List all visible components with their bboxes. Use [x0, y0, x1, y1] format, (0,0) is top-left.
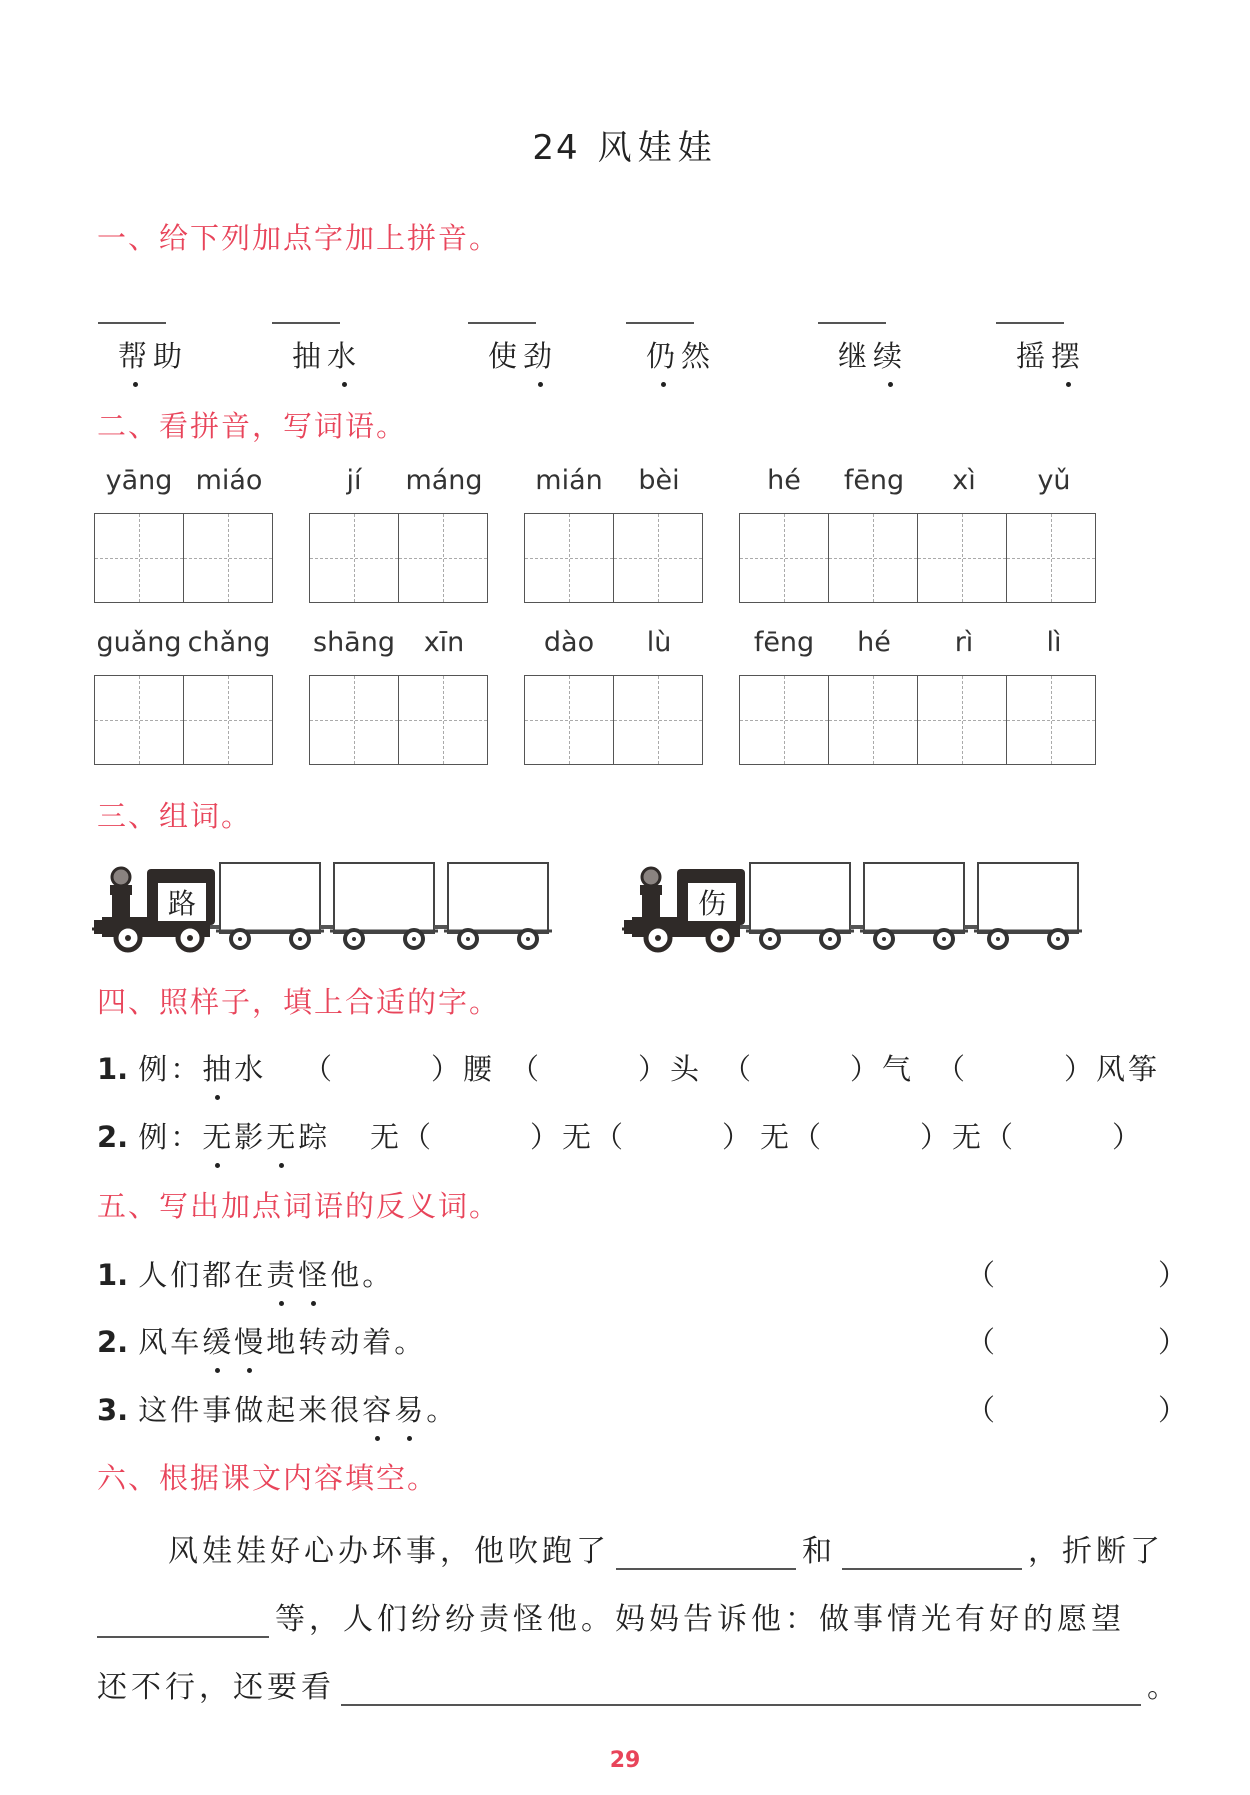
writing-cell[interactable]	[614, 514, 702, 602]
dotted-char: 慢	[234, 1320, 266, 1361]
s4-example-label: 例：	[138, 1052, 203, 1086]
s6-blank[interactable]	[341, 1703, 1141, 1706]
pinyin-word	[838, 334, 908, 375]
pinyin-label: mián	[535, 465, 603, 496]
pinyin-label: miáo	[195, 465, 263, 496]
train-car	[330, 863, 438, 948]
page-number: 29	[609, 1748, 641, 1773]
pinyin-blank[interactable]	[996, 322, 1064, 324]
item-text: 他。	[330, 1258, 395, 1292]
s4-line1-item: （ ）气	[722, 1052, 915, 1086]
writing-grid	[309, 675, 488, 765]
s4-line2-example	[97, 1115, 330, 1156]
pinyin-blank[interactable]	[626, 322, 694, 324]
pinyin-blank[interactable]	[98, 322, 166, 324]
writing-cell[interactable]	[614, 676, 702, 764]
writing-grid	[94, 513, 273, 603]
writing-cell[interactable]	[525, 514, 614, 602]
section1-heading: 一、给下列加点字加上拼音。	[97, 221, 501, 255]
train-locomotive	[92, 868, 215, 950]
s4-line2-item: 无（ ）无（ ）	[370, 1120, 755, 1154]
section6-heading: 六、根据课文内容填空。	[97, 1461, 439, 1495]
dotted-char: 水	[327, 334, 362, 375]
dotted-word	[266, 1258, 330, 1292]
answer-parentheses[interactable]: （ ）	[966, 1325, 1191, 1359]
writing-grid	[309, 513, 488, 603]
writing-cell[interactable]	[918, 514, 1007, 602]
word-char: 使	[488, 339, 524, 373]
train-car	[746, 863, 854, 948]
dotted-word	[202, 1325, 266, 1359]
item-text: 。	[426, 1393, 459, 1427]
pinyin-blank[interactable]	[272, 322, 340, 324]
s4-example-dot: 无	[266, 1115, 298, 1156]
item-number: 3.	[97, 1393, 129, 1427]
section3-heading: 三、组词。	[97, 799, 253, 833]
dotted-char: 仍	[646, 334, 681, 375]
writing-cell[interactable]	[399, 514, 487, 602]
train-1-char: 路	[167, 887, 197, 920]
s4-example-post: 踪	[298, 1120, 331, 1154]
dotted-char: 劲	[523, 334, 558, 375]
pinyin-word	[292, 334, 362, 375]
pinyin-label: xì	[952, 465, 976, 496]
train-car	[216, 863, 324, 948]
writing-cell[interactable]	[829, 676, 918, 764]
s4-line1-item: （ ）风筝	[936, 1052, 1161, 1086]
writing-cell[interactable]	[95, 676, 184, 764]
writing-grid	[94, 675, 273, 765]
writing-cell[interactable]	[1007, 676, 1095, 764]
writing-grid	[524, 513, 703, 603]
writing-cell[interactable]	[525, 676, 614, 764]
pinyin-word	[1016, 334, 1086, 375]
pinyin-label: hé	[857, 627, 891, 658]
writing-cell[interactable]	[95, 514, 184, 602]
train-1	[92, 855, 602, 955]
train-locomotive	[622, 868, 745, 950]
dotted-char: 责	[266, 1253, 298, 1294]
s6-text: 。	[1147, 1670, 1181, 1705]
writing-cell[interactable]	[829, 514, 918, 602]
word-char: 抽	[292, 339, 328, 373]
s6-blank[interactable]	[97, 1635, 269, 1638]
pinyin-blank[interactable]	[818, 322, 886, 324]
item-number: 2.	[97, 1325, 129, 1359]
s6-line1	[168, 1526, 1164, 1570]
pinyin-label: máng	[405, 465, 483, 496]
train-car	[974, 863, 1082, 948]
s4-example-label: 例：	[138, 1120, 203, 1154]
writing-cell[interactable]	[184, 514, 272, 602]
writing-cell[interactable]	[184, 676, 272, 764]
s6-text: 还不行，还要看	[97, 1670, 335, 1705]
s6-line2	[97, 1594, 1125, 1638]
writing-cell[interactable]	[1007, 514, 1095, 602]
dotted-word	[362, 1393, 426, 1427]
writing-cell[interactable]	[399, 676, 487, 764]
s6-blank[interactable]	[616, 1567, 796, 1570]
pinyin-label: fēng	[753, 627, 815, 658]
dotted-char: 缓	[202, 1320, 234, 1361]
writing-cell[interactable]	[918, 676, 1007, 764]
s4-example-post: 水	[234, 1052, 267, 1086]
s4-example-dot: 无	[202, 1115, 234, 1156]
writing-grid	[739, 675, 1096, 765]
s6-text: 和	[802, 1534, 836, 1569]
item-number: 1.	[97, 1258, 129, 1292]
item-text: 地转动着。	[266, 1325, 427, 1359]
train-car	[860, 863, 968, 948]
dotted-char: 易	[394, 1388, 426, 1429]
pinyin-label: jí	[346, 465, 362, 496]
writing-grid	[739, 513, 1096, 603]
lesson-number: 24	[532, 128, 580, 168]
item-text: 风车	[138, 1325, 203, 1359]
writing-grid	[524, 675, 703, 765]
pinyin-label: lì	[1046, 627, 1062, 658]
writing-cell[interactable]	[740, 676, 829, 764]
pinyin-label: yǔ	[1037, 465, 1071, 496]
pinyin-word	[118, 334, 188, 375]
pinyin-word	[646, 334, 716, 375]
dotted-char: 容	[362, 1388, 394, 1429]
train-car	[444, 863, 552, 948]
pinyin-word	[488, 334, 558, 375]
train-2-char: 伤	[697, 887, 727, 920]
s4-line1-item: （ ）头	[510, 1052, 703, 1086]
s6-line3	[97, 1662, 1181, 1706]
word-char: 然	[681, 339, 717, 373]
s6-blank[interactable]	[842, 1567, 1022, 1570]
s4-example-dot: 抽	[202, 1047, 234, 1088]
pinyin-label: dào	[543, 627, 595, 658]
pinyin-label: rì	[954, 627, 974, 658]
writing-cell[interactable]	[740, 514, 829, 602]
antonym-item	[97, 1253, 394, 1294]
word-char: 助	[153, 339, 189, 373]
pinyin-label: guǎng	[96, 627, 182, 658]
s6-text: 等，人们纷纷责怪他。妈妈告诉他：做事情光有好的愿望	[275, 1602, 1125, 1637]
word-char: 继	[838, 339, 874, 373]
antonym-item	[97, 1320, 426, 1361]
section2-heading: 二、看拼音，写词语。	[97, 409, 408, 443]
section5-heading: 五、写出加点词语的反义词。	[97, 1189, 501, 1223]
s6-text: 风娃娃好心办坏事，他吹跑了	[168, 1534, 610, 1569]
pinyin-label: hé	[767, 465, 801, 496]
pinyin-label: chǎng	[187, 627, 271, 658]
dotted-char: 摆	[1051, 334, 1086, 375]
writing-cell[interactable]	[310, 676, 399, 764]
pinyin-label: yāng	[105, 465, 173, 496]
s4-line1-example	[97, 1047, 266, 1088]
s4-line1-num: 1.	[97, 1052, 129, 1086]
item-text: 人们都在	[138, 1258, 267, 1292]
s6-text: ，折断了	[1028, 1534, 1164, 1569]
s4-example-mid: 影	[234, 1120, 267, 1154]
dotted-char: 怪	[298, 1253, 330, 1294]
answer-parentheses[interactable]: （ ）	[966, 1258, 1191, 1292]
s4-line2-num: 2.	[97, 1120, 129, 1154]
lesson-title: 风娃娃	[597, 128, 718, 168]
pinyin-label: xīn	[423, 627, 465, 658]
pinyin-label: bèi	[638, 465, 680, 496]
item-text: 这件事做起来很	[138, 1393, 363, 1427]
s4-line1-item: （ ）腰	[303, 1052, 496, 1086]
answer-parentheses[interactable]: （ ）	[966, 1393, 1191, 1427]
pinyin-label: fēng	[843, 465, 905, 496]
train-2	[622, 855, 1132, 955]
antonym-item	[97, 1388, 458, 1429]
pinyin-blank[interactable]	[468, 322, 536, 324]
word-char: 摇	[1016, 339, 1052, 373]
page-title	[0, 120, 1250, 169]
dotted-char: 续	[873, 334, 908, 375]
section4-heading: 四、照样子，填上合适的字。	[97, 985, 501, 1019]
writing-cell[interactable]	[310, 514, 399, 602]
pinyin-label: lù	[646, 627, 672, 658]
pinyin-label: shāng	[313, 627, 395, 658]
s4-line2-item: 无（ ）无（ ）	[760, 1120, 1145, 1154]
dotted-char: 帮	[118, 334, 153, 375]
